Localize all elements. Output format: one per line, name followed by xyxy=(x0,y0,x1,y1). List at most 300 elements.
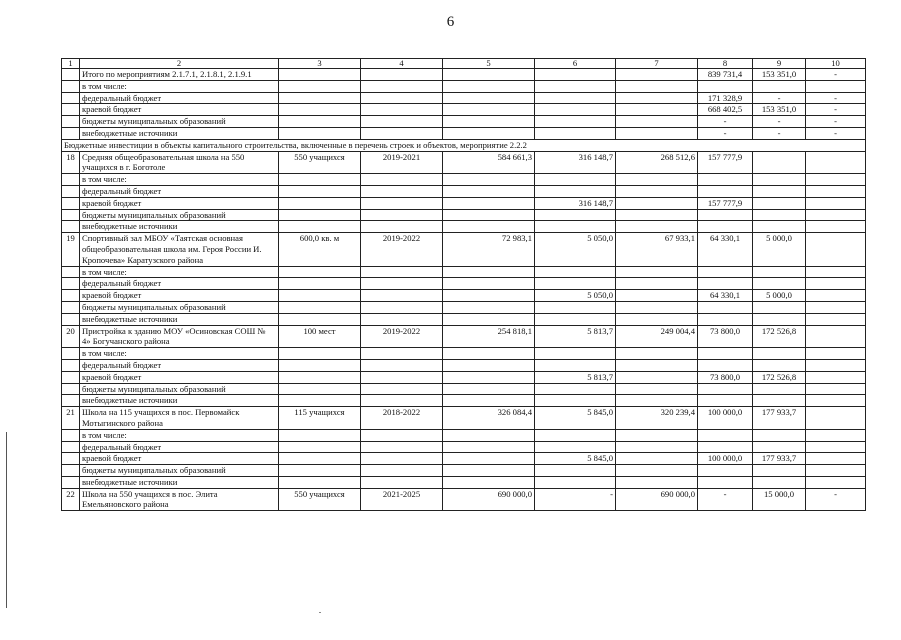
value-cell xyxy=(616,290,698,302)
value-cell xyxy=(443,359,535,371)
value-cell xyxy=(806,325,866,348)
value-cell xyxy=(616,383,698,395)
table-row-funding xyxy=(62,209,866,221)
row-number xyxy=(62,429,80,441)
capacity-cell xyxy=(279,465,361,477)
table-row-funding xyxy=(62,278,866,290)
period-cell xyxy=(361,197,443,209)
value-cell xyxy=(806,395,866,407)
period-cell xyxy=(361,290,443,302)
value-cell xyxy=(806,151,866,174)
value-cell xyxy=(535,429,616,441)
value-cell xyxy=(443,476,535,488)
value-cell xyxy=(753,348,806,360)
value-cell xyxy=(535,348,616,360)
row-number: 22 xyxy=(62,488,80,511)
value-cell xyxy=(443,371,535,383)
value-cell xyxy=(535,80,616,92)
value-cell xyxy=(616,371,698,383)
period-cell: 2019-2022 xyxy=(361,325,443,348)
value-cell: 5 845,0 xyxy=(535,453,616,465)
row-number xyxy=(62,359,80,371)
value-cell: - xyxy=(753,92,806,104)
value-cell xyxy=(698,441,753,453)
value-cell xyxy=(616,69,698,81)
row-number xyxy=(62,383,80,395)
value-cell xyxy=(443,313,535,325)
value-cell xyxy=(535,92,616,104)
value-cell xyxy=(806,359,866,371)
value-cell xyxy=(698,221,753,233)
value-cell xyxy=(443,221,535,233)
row-name: краевой бюджет xyxy=(80,197,279,209)
capacity-cell xyxy=(279,221,361,233)
scan-edge-line xyxy=(6,432,7,608)
value-cell xyxy=(443,92,535,104)
row-number xyxy=(62,116,80,128)
capacity-cell xyxy=(279,313,361,325)
period-cell: 2019-2022 xyxy=(361,233,443,266)
value-cell xyxy=(443,278,535,290)
value-cell xyxy=(616,209,698,221)
value-cell xyxy=(535,359,616,371)
value-cell xyxy=(443,429,535,441)
column-header: 7 xyxy=(616,59,698,69)
value-cell xyxy=(806,465,866,477)
row-number xyxy=(62,395,80,407)
table-row-funding xyxy=(62,313,866,325)
row-name: в том числе: xyxy=(80,80,279,92)
value-cell xyxy=(806,266,866,278)
value-cell: 249 004,4 xyxy=(616,325,698,348)
row-name: внебюджетные источники xyxy=(80,395,279,407)
period-cell xyxy=(361,80,443,92)
scan-speck xyxy=(319,612,321,613)
period-cell xyxy=(361,209,443,221)
value-cell xyxy=(616,278,698,290)
row-name: Средняя общеобразовательная школа на 550 учащихся в г. Боготоле xyxy=(80,151,279,174)
row-name: Пристройка к зданию МОУ «Осиновская СОШ № 4» Богучанского района xyxy=(80,325,279,348)
value-cell: 316 148,7 xyxy=(535,151,616,174)
row-number: 19 xyxy=(62,233,80,266)
row-number xyxy=(62,441,80,453)
capacity-cell: 550 учащихся xyxy=(279,488,361,511)
value-cell xyxy=(806,80,866,92)
row-number xyxy=(62,209,80,221)
value-cell xyxy=(698,185,753,197)
value-cell xyxy=(616,127,698,139)
row-number xyxy=(62,301,80,313)
capacity-cell xyxy=(279,383,361,395)
period-cell: 2019-2021 xyxy=(361,151,443,174)
row-number xyxy=(62,185,80,197)
capacity-cell xyxy=(279,278,361,290)
value-cell xyxy=(443,383,535,395)
value-cell xyxy=(443,209,535,221)
table-row-funding xyxy=(62,80,866,92)
value-cell xyxy=(806,371,866,383)
value-cell: - xyxy=(698,127,753,139)
period-cell xyxy=(361,359,443,371)
value-cell: 254 818,1 xyxy=(443,325,535,348)
row-name: краевой бюджет xyxy=(80,453,279,465)
period-cell xyxy=(361,383,443,395)
value-cell xyxy=(698,301,753,313)
value-cell xyxy=(806,233,866,266)
value-cell: - xyxy=(753,127,806,139)
value-cell xyxy=(443,116,535,128)
value-cell xyxy=(443,185,535,197)
capacity-cell xyxy=(279,69,361,81)
value-cell xyxy=(753,395,806,407)
value-cell xyxy=(753,197,806,209)
value-cell: - xyxy=(806,92,866,104)
column-header: 8 xyxy=(698,59,753,69)
value-cell xyxy=(806,221,866,233)
row-name: краевой бюджет xyxy=(80,371,279,383)
value-cell xyxy=(616,104,698,116)
row-number xyxy=(62,465,80,477)
row-number xyxy=(62,278,80,290)
value-cell xyxy=(806,313,866,325)
value-cell: - xyxy=(698,488,753,511)
row-name: бюджеты муниципальных образований xyxy=(80,301,279,313)
value-cell xyxy=(698,465,753,477)
value-cell xyxy=(753,441,806,453)
table-row-funding xyxy=(62,383,866,395)
capacity-cell: 100 мест xyxy=(279,325,361,348)
value-cell: 153 351,0 xyxy=(753,104,806,116)
value-cell: 72 983,1 xyxy=(443,233,535,266)
value-cell xyxy=(806,209,866,221)
investment-table xyxy=(61,58,866,511)
row-name: федеральный бюджет xyxy=(80,278,279,290)
value-cell xyxy=(616,465,698,477)
table-row-object xyxy=(62,488,866,511)
table-row-funding xyxy=(62,395,866,407)
capacity-cell xyxy=(279,476,361,488)
value-cell xyxy=(698,395,753,407)
value-cell xyxy=(535,116,616,128)
value-cell xyxy=(698,359,753,371)
row-name: внебюджетные источники xyxy=(80,127,279,139)
value-cell xyxy=(535,441,616,453)
value-cell xyxy=(616,441,698,453)
value-cell xyxy=(616,313,698,325)
value-cell: 268 512,6 xyxy=(616,151,698,174)
value-cell: 171 328,9 xyxy=(698,92,753,104)
period-cell xyxy=(361,69,443,81)
row-name: внебюджетные источники xyxy=(80,313,279,325)
value-cell xyxy=(806,383,866,395)
value-cell xyxy=(616,197,698,209)
value-cell xyxy=(443,301,535,313)
row-name: Школа на 115 учащихся в пос. Первомайск Мотыгинского района xyxy=(80,407,279,430)
row-number: 21 xyxy=(62,407,80,430)
table-row-funding xyxy=(62,348,866,360)
value-cell xyxy=(535,104,616,116)
value-cell xyxy=(443,80,535,92)
capacity-cell xyxy=(279,453,361,465)
value-cell xyxy=(535,383,616,395)
value-cell: 5 813,7 xyxy=(535,371,616,383)
period-cell xyxy=(361,104,443,116)
row-number xyxy=(62,313,80,325)
table-row-funding xyxy=(62,453,866,465)
value-cell xyxy=(443,69,535,81)
table-row-funding xyxy=(62,104,866,116)
value-cell: 5 813,7 xyxy=(535,325,616,348)
value-cell: 64 330,1 xyxy=(698,290,753,302)
value-cell xyxy=(753,266,806,278)
value-cell xyxy=(753,476,806,488)
value-cell xyxy=(443,453,535,465)
value-cell xyxy=(806,301,866,313)
value-cell xyxy=(698,209,753,221)
value-cell xyxy=(535,301,616,313)
value-cell xyxy=(535,266,616,278)
value-cell xyxy=(698,174,753,186)
period-cell xyxy=(361,266,443,278)
capacity-cell xyxy=(279,266,361,278)
period-cell xyxy=(361,221,443,233)
capacity-cell xyxy=(279,395,361,407)
column-header: 6 xyxy=(535,59,616,69)
value-cell xyxy=(698,429,753,441)
value-cell: 172 526,8 xyxy=(753,371,806,383)
capacity-cell xyxy=(279,92,361,104)
value-cell xyxy=(753,209,806,221)
value-cell xyxy=(698,476,753,488)
column-header: 9 xyxy=(753,59,806,69)
value-cell: 73 800,0 xyxy=(698,325,753,348)
period-cell xyxy=(361,185,443,197)
table-row-funding xyxy=(62,174,866,186)
value-cell: - xyxy=(535,488,616,511)
value-cell xyxy=(535,127,616,139)
table-row-object xyxy=(62,233,866,266)
value-cell: 5 000,0 xyxy=(753,290,806,302)
value-cell: 839 731,4 xyxy=(698,69,753,81)
value-cell: 320 239,4 xyxy=(616,407,698,430)
row-name: бюджеты муниципальных образований xyxy=(80,383,279,395)
value-cell xyxy=(698,313,753,325)
value-cell xyxy=(616,453,698,465)
row-number xyxy=(62,266,80,278)
value-cell xyxy=(806,348,866,360)
value-cell: 5 050,0 xyxy=(535,290,616,302)
row-name: Спортивный зал МБОУ «Таятская основная общеобразовательная школа им. Героя России И. Кропочева» Каратузского района xyxy=(80,233,279,266)
period-cell xyxy=(361,476,443,488)
value-cell xyxy=(616,348,698,360)
value-cell: 584 661,3 xyxy=(443,151,535,174)
period-cell xyxy=(361,395,443,407)
value-cell xyxy=(535,209,616,221)
row-name: федеральный бюджет xyxy=(80,441,279,453)
capacity-cell xyxy=(279,209,361,221)
row-name: бюджеты муниципальных образований xyxy=(80,465,279,477)
value-cell xyxy=(753,185,806,197)
value-cell xyxy=(443,441,535,453)
table-row-funding xyxy=(62,441,866,453)
table-row-funding xyxy=(62,301,866,313)
column-header: 2 xyxy=(80,59,279,69)
row-number xyxy=(62,92,80,104)
period-cell xyxy=(361,278,443,290)
value-cell xyxy=(443,465,535,477)
row-name: Итого по мероприятиям 2.1.7.1, 2.1.8.1, 2.1.9.1 xyxy=(80,69,279,81)
capacity-cell xyxy=(279,429,361,441)
value-cell xyxy=(753,465,806,477)
value-cell xyxy=(753,359,806,371)
value-cell: 690 000,0 xyxy=(443,488,535,511)
column-header: 10 xyxy=(806,59,866,69)
value-cell xyxy=(698,278,753,290)
row-name: краевой бюджет xyxy=(80,104,279,116)
value-cell xyxy=(616,174,698,186)
page-number: 6 xyxy=(446,14,455,30)
value-cell: 5 000,0 xyxy=(753,233,806,266)
row-number xyxy=(62,127,80,139)
capacity-cell xyxy=(279,104,361,116)
capacity-cell xyxy=(279,185,361,197)
capacity-cell xyxy=(279,197,361,209)
row-number xyxy=(62,197,80,209)
value-cell xyxy=(535,395,616,407)
value-cell xyxy=(616,429,698,441)
value-cell xyxy=(753,429,806,441)
row-name: федеральный бюджет xyxy=(80,185,279,197)
value-cell xyxy=(535,221,616,233)
value-cell xyxy=(616,476,698,488)
value-cell: - xyxy=(806,69,866,81)
value-cell: - xyxy=(806,116,866,128)
capacity-cell xyxy=(279,290,361,302)
value-cell xyxy=(535,174,616,186)
table-row-object xyxy=(62,69,866,81)
row-name: в том числе: xyxy=(80,174,279,186)
section-row xyxy=(62,139,866,151)
row-number xyxy=(62,348,80,360)
period-cell xyxy=(361,116,443,128)
value-cell xyxy=(753,174,806,186)
period-cell xyxy=(361,301,443,313)
value-cell: - xyxy=(806,488,866,511)
value-cell: 15 000,0 xyxy=(753,488,806,511)
value-cell xyxy=(806,441,866,453)
value-cell: 177 933,7 xyxy=(753,407,806,430)
value-cell xyxy=(443,104,535,116)
table-row-object xyxy=(62,151,866,174)
column-header: 3 xyxy=(279,59,361,69)
row-name: в том числе: xyxy=(80,266,279,278)
row-number: 20 xyxy=(62,325,80,348)
table-row-funding xyxy=(62,290,866,302)
period-cell xyxy=(361,174,443,186)
row-name: бюджеты муниципальных образований xyxy=(80,209,279,221)
value-cell: 67 933,1 xyxy=(616,233,698,266)
value-cell xyxy=(443,266,535,278)
value-cell xyxy=(443,174,535,186)
value-cell xyxy=(443,127,535,139)
table-row-funding xyxy=(62,371,866,383)
row-number xyxy=(62,174,80,186)
value-cell xyxy=(616,221,698,233)
value-cell xyxy=(753,80,806,92)
value-cell: 64 330,1 xyxy=(698,233,753,266)
value-cell xyxy=(535,465,616,477)
value-cell xyxy=(616,185,698,197)
value-cell: 100 000,0 xyxy=(698,453,753,465)
table-row-funding xyxy=(62,116,866,128)
value-cell xyxy=(806,174,866,186)
row-number xyxy=(62,453,80,465)
capacity-cell xyxy=(279,301,361,313)
value-cell xyxy=(698,266,753,278)
row-number xyxy=(62,104,80,116)
value-cell: 5 050,0 xyxy=(535,233,616,266)
value-cell: 668 402,5 xyxy=(698,104,753,116)
value-cell xyxy=(535,313,616,325)
row-number xyxy=(62,371,80,383)
value-cell xyxy=(616,80,698,92)
value-cell xyxy=(616,301,698,313)
row-number xyxy=(62,69,80,81)
value-cell: 5 845,0 xyxy=(535,407,616,430)
value-cell: 157 777,9 xyxy=(698,151,753,174)
value-cell: 177 933,7 xyxy=(753,453,806,465)
value-cell xyxy=(806,453,866,465)
value-cell xyxy=(806,278,866,290)
value-cell xyxy=(753,313,806,325)
table-row-funding xyxy=(62,429,866,441)
table-row-funding xyxy=(62,359,866,371)
value-cell xyxy=(806,429,866,441)
row-name: Школа на 550 учащихся в пос. Элита Емельяновского района xyxy=(80,488,279,511)
column-header: 4 xyxy=(361,59,443,69)
period-cell: 2018-2022 xyxy=(361,407,443,430)
value-cell xyxy=(698,348,753,360)
value-cell xyxy=(698,383,753,395)
value-cell: 326 084,4 xyxy=(443,407,535,430)
value-cell xyxy=(443,197,535,209)
row-number xyxy=(62,80,80,92)
table-row-object xyxy=(62,325,866,348)
value-cell: - xyxy=(753,116,806,128)
value-cell xyxy=(535,278,616,290)
row-name: федеральный бюджет xyxy=(80,92,279,104)
value-cell xyxy=(443,348,535,360)
row-name: в том числе: xyxy=(80,348,279,360)
row-name: в том числе: xyxy=(80,429,279,441)
capacity-cell xyxy=(279,116,361,128)
value-cell: - xyxy=(806,127,866,139)
capacity-cell xyxy=(279,359,361,371)
value-cell xyxy=(535,69,616,81)
table-row-funding xyxy=(62,92,866,104)
table-row-funding xyxy=(62,221,866,233)
value-cell xyxy=(753,301,806,313)
period-cell xyxy=(361,92,443,104)
value-cell xyxy=(616,266,698,278)
period-cell xyxy=(361,348,443,360)
value-cell xyxy=(698,80,753,92)
row-name: бюджеты муниципальных образований xyxy=(80,116,279,128)
value-cell: 316 148,7 xyxy=(535,197,616,209)
section-title: Бюджетные инвестиции в объекты капитального строительства, включенные в перечень строек и объектов, мероприятие 2.2.2 xyxy=(62,139,866,151)
value-cell xyxy=(753,221,806,233)
table-row-funding xyxy=(62,185,866,197)
